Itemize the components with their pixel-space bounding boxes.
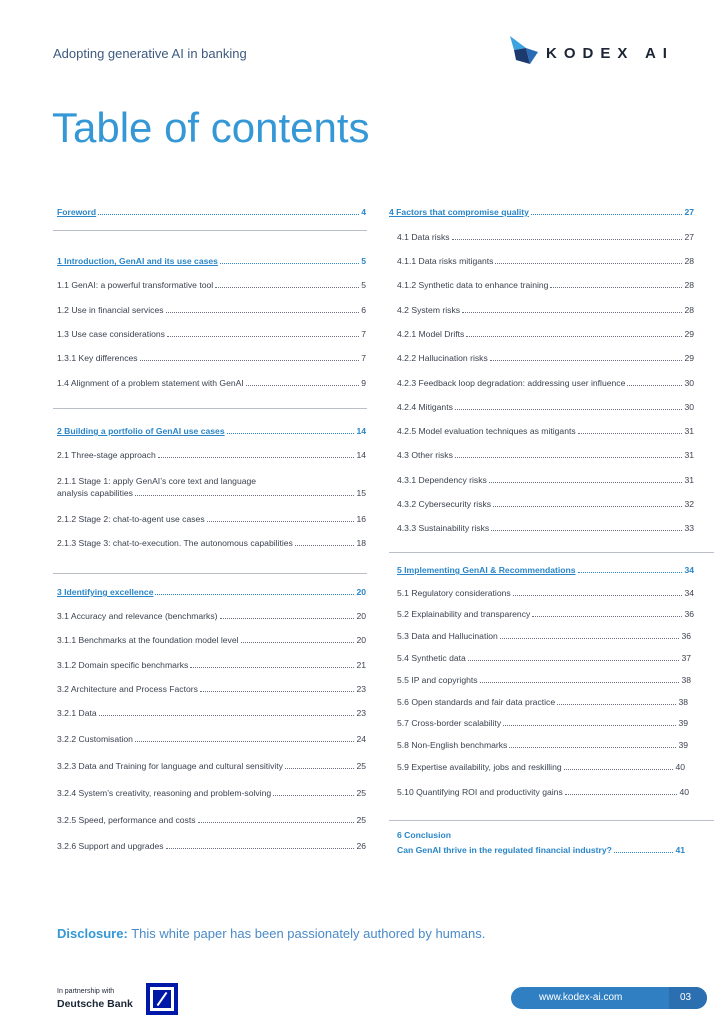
toc-entry[interactable]: 3.2.1 Data 23 [57,708,366,718]
toc-entry[interactable]: 4.3.3 Sustainability risks 33 [397,523,694,533]
toc-entry[interactable]: 2.1 Three-stage approach 14 [57,450,366,460]
partner-name: Deutsche Bank [57,998,133,1010]
toc-entry[interactable]: 5.7 Cross-border scalability 39 [397,718,688,728]
partner-caption: In partnership with [57,988,115,995]
divider [389,820,714,821]
toc-section-2[interactable]: 2 Building a portfolio of GenAI use cases 14 [57,426,366,436]
toc-entry[interactable]: 3.1.1 Benchmarks at the foundation model level 20 [57,635,366,645]
toc-section-5[interactable]: 5 Implementing GenAI & Recommendations 34 [397,565,694,575]
toc-entry[interactable]: 1.2 Use in financial services 6 [57,305,366,315]
toc-entry[interactable]: analysis capabilities 15 [57,488,366,498]
toc-section-3[interactable]: 3 Identifying excellence 20 [57,587,366,597]
toc-entry-line: 2.1.1 Stage 1: apply GenAI’s core text and language [57,476,257,486]
toc-entry[interactable]: 3.2.3 Data and Training for language and cultural sensitivity 25 [57,761,366,771]
toc-entry[interactable]: 5.5 IP and copyrights 38 [397,675,691,685]
deutsche-bank-logo-icon [146,983,178,1015]
toc-entry[interactable]: 3.2.5 Speed, performance and costs 25 [57,815,366,825]
footer-url[interactable]: www.kodex-ai.com [539,992,623,1003]
disclosure-text: This white paper has been passionately authored by humans. [127,926,486,941]
divider [53,230,367,231]
toc-entry[interactable]: 4.1 Data risks 27 [397,232,694,242]
toc-entry[interactable]: 5.1 Regulatory considerations 34 [397,588,694,598]
divider [53,408,367,409]
toc-entry[interactable]: 5.9 Expertise availability, jobs and reskilling 40 [397,762,685,772]
toc-entry[interactable]: 1.3 Use case considerations 7 [57,329,366,339]
toc-entry[interactable]: 5.6 Open standards and fair data practice 38 [397,697,688,707]
toc-entry[interactable]: 3.2 Architecture and Process Factors 23 [57,684,366,694]
toc-entry[interactable]: 3.1 Accuracy and relevance (benchmarks) 20 [57,611,366,621]
toc-entry[interactable]: 4.1.1 Data risks mitigants 28 [397,256,694,266]
toc-entry[interactable]: 1.1 GenAI: a powerful transformative tool 5 [57,280,366,290]
toc-entry[interactable]: 4.2.1 Model Drifts 29 [397,329,694,339]
kodex-logo-text: KODEX AI [546,45,674,62]
page-number-box [669,987,707,1009]
document-header-title: Adopting generative AI in banking [53,46,247,61]
kodex-logo-mark-icon [504,34,544,66]
toc-entry[interactable]: 4.3.1 Dependency risks 31 [397,475,694,485]
toc-entry[interactable]: 3.1.2 Domain specific benchmarks 21 [57,660,366,670]
toc-entry[interactable]: 3.2.6 Support and upgrades 26 [57,841,366,851]
page-number: 03 [680,992,692,1003]
page-title: Table of contents [52,104,370,151]
disclosure-label: Disclosure: [57,926,128,941]
toc-entry[interactable]: 4.2.3 Feedback loop degradation: addressing user influence 30 [397,378,694,388]
toc-entry[interactable]: 5.10 Quantifying ROI and productivity gains 40 [397,787,689,797]
toc-entry[interactable]: 5.2 Explainability and transparency 36 [397,609,694,619]
toc-entry[interactable]: 4.3 Other risks 31 [397,450,694,460]
toc-entry[interactable]: 1.3.1 Key differences 7 [57,353,366,363]
toc-section-1[interactable]: 1 Introduction, GenAI and its use cases 5 [57,256,366,266]
toc-entry[interactable]: 2.1.2 Stage 2: chat-to-agent use cases 16 [57,514,366,524]
toc-entry[interactable]: 5.8 Non-English benchmarks 39 [397,740,688,750]
toc-entry[interactable]: 4.1.2 Synthetic data to enhance training 28 [397,280,694,290]
toc-entry[interactable]: 3.2.2 Customisation 24 [57,734,366,744]
toc-entry[interactable]: 1.4 Alignment of a problem statement with GenAI 9 [57,378,366,388]
toc-section-6[interactable]: Can GenAI thrive in the regulated financial industry? 41 [397,845,685,855]
toc-entry[interactable]: 4.2 System risks 28 [397,305,694,315]
toc-section-4[interactable]: 4 Factors that compromise quality 27 [389,207,694,217]
toc-entry[interactable]: 5.4 Synthetic data 37 [397,653,691,663]
toc-entry[interactable]: 5.3 Data and Hallucination 36 [397,631,691,641]
kodex-logo [504,34,694,66]
divider [53,573,367,574]
toc-entry[interactable]: 4.2.5 Model evaluation techniques as mitigants 31 [397,426,694,436]
disclosure-note [57,926,485,941]
toc-entry[interactable]: 4.3.2 Cybersecurity risks 32 [397,499,694,509]
divider [389,552,714,553]
toc-entry[interactable]: 2.1.3 Stage 3: chat-to-execution. The autonomous capabilities 18 [57,538,366,548]
toc-entry[interactable]: 4.2.4 Mitigants 30 [397,402,694,412]
toc-entry[interactable]: 3.2.4 System’s creativity, reasoning and problem-solving 25 [57,788,366,798]
toc-entry-foreword[interactable]: Foreword 4 [57,207,366,217]
toc-section-6-heading[interactable]: 6 Conclusion [397,830,451,840]
toc-entry[interactable]: 4.2.2 Hallucination risks 29 [397,353,694,363]
